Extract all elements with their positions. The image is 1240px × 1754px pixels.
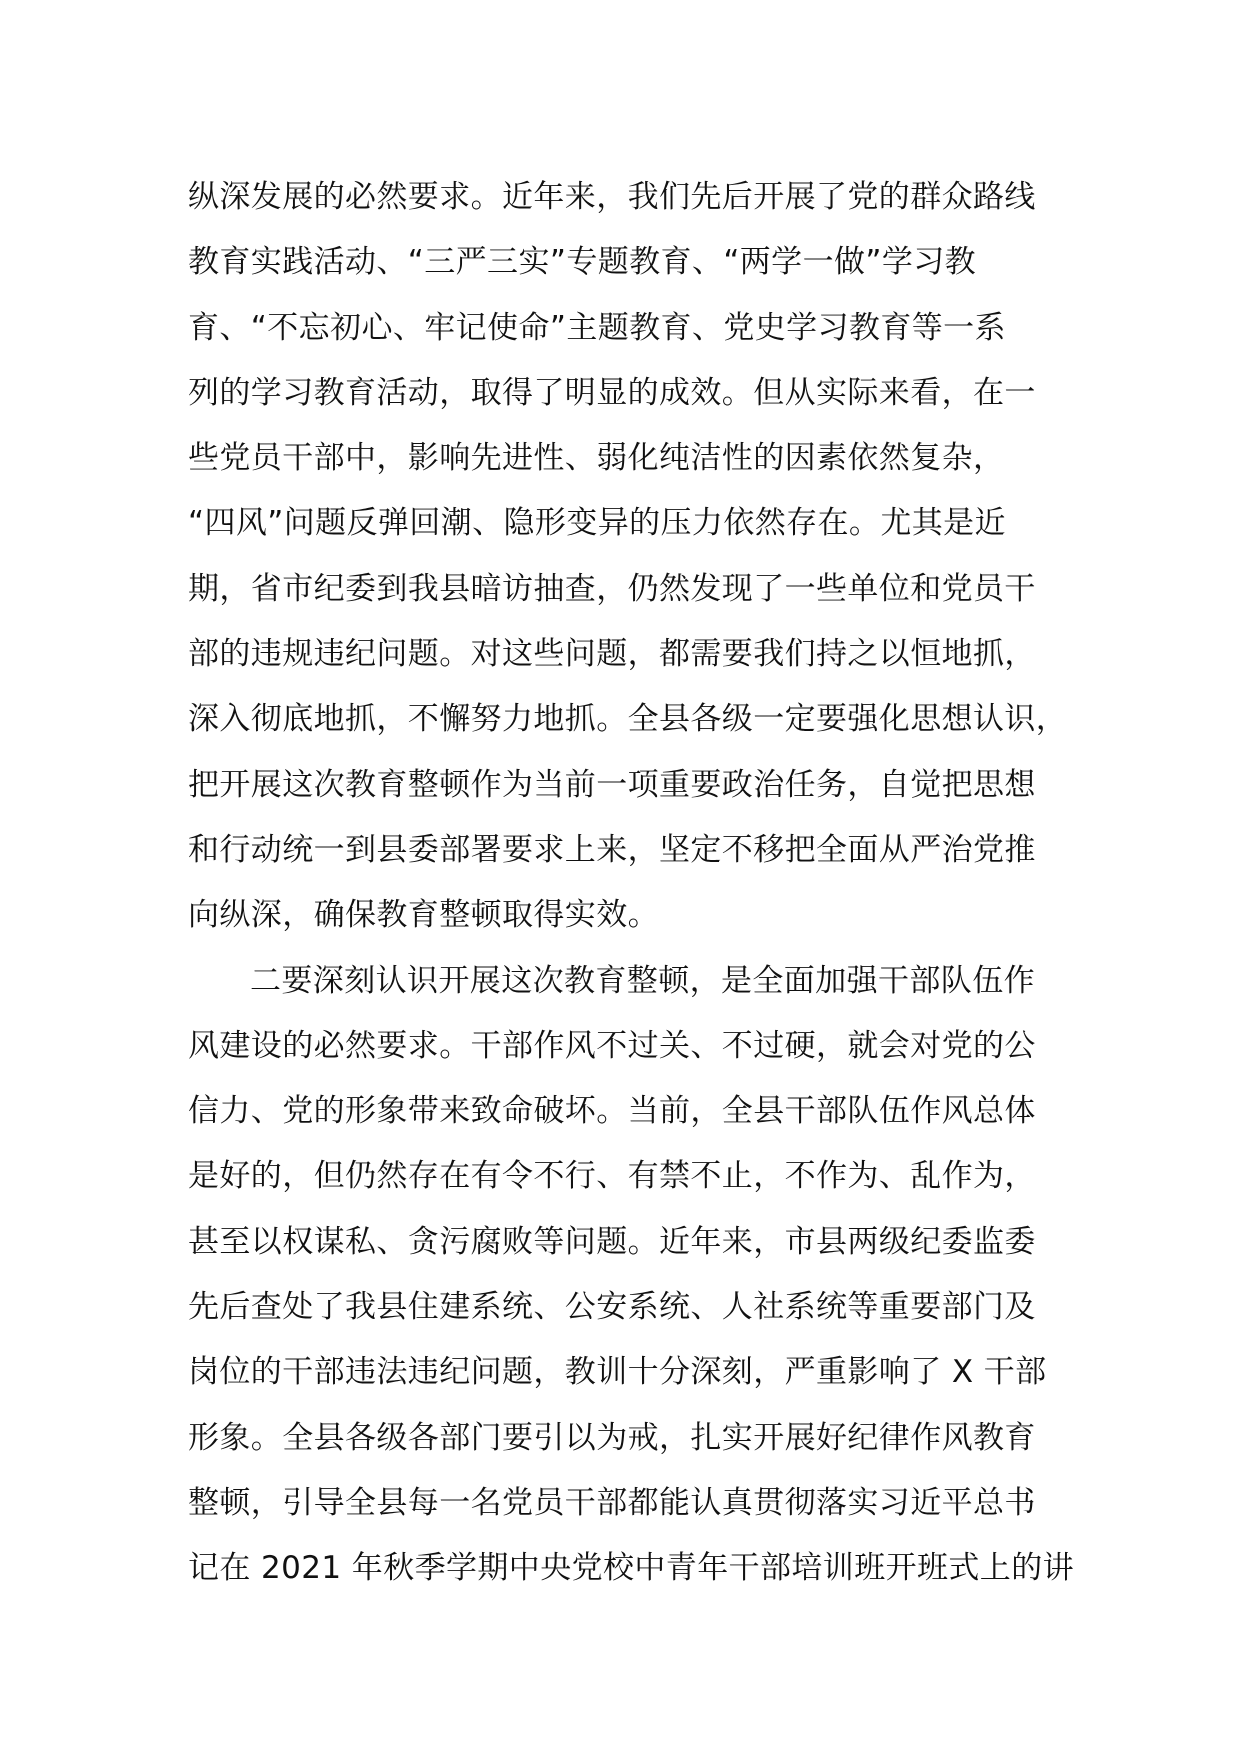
text-line: 期，省市纪委到我县暗访抽查，仍然发现了一些单位和党员干 bbox=[188, 570, 1036, 607]
text-line: 育、“不忘初心、牢记使命”主题教育、党史学习教育等一系 bbox=[188, 309, 1006, 346]
text-line: 些党员干部中，影响先进性、弱化纯洁性的因素依然复杂， bbox=[188, 440, 1005, 477]
text-line: 纵深发展的必然要求。近年来，我们先后开展了党的群众路线 bbox=[188, 179, 1036, 215]
text-line: 教育实践活动、“三严三实”专题教育、“两学一做”学习教 bbox=[188, 244, 977, 281]
text-line: “四风”问题反弹回潮、隐形变异的压力依然存在。尤其是近 bbox=[188, 505, 1006, 542]
text-line: 记在 2021 年秋季学期中央党校中青年干部培训班开班式上的讲 bbox=[188, 1550, 1074, 1587]
text-line: 整顿，引导全县每一名党员干部都能认真贯彻落实习近平总书 bbox=[188, 1484, 1036, 1521]
text-line: 列的学习教育活动，取得了明显的成效。但从实际来看，在一 bbox=[188, 374, 1036, 411]
text-line: 部的违规违纪问题。对这些问题，都需要我们持之以恒地抓， bbox=[188, 636, 1036, 673]
text-line: 向纵深，确保教育整顿取得实效。 bbox=[188, 897, 659, 934]
text-line: 先后查处了我县住建系统、公安系统、人社系统等重要部门及 bbox=[188, 1289, 1036, 1326]
text-line: 信力、党的形象带来致命破坏。当前，全县干部队伍作风总体 bbox=[188, 1093, 1036, 1130]
text-line: 形象。全县各级各部门要引以为戒，扎实开展好纪律作风教育 bbox=[188, 1419, 1036, 1456]
text-line: 把开展这次教育整顿作为当前一项重要政治任务，自觉把思想 bbox=[188, 766, 1036, 803]
text-line: 甚至以权谋私、贪污腐败等问题。近年来，市县两级纪委监委 bbox=[188, 1223, 1036, 1260]
text-line: 深入彻底地抓，不懈努力地抓。全县各级一定要强化思想认识， bbox=[188, 701, 1068, 738]
body-text bbox=[188, 165, 1074, 1602]
text-line: 和行动统一到县委部署要求上来，坚定不移把全面从严治党推 bbox=[188, 831, 1036, 868]
text-line: 岗位的干部违法违纪问题，教训十分深刻，严重影响了 X 干部 bbox=[188, 1354, 1047, 1391]
text-line: 风建设的必然要求。干部作风不过关、不过硬，就会对党的公 bbox=[188, 1027, 1036, 1064]
paragraph-first-line: 二要深刻认识开展这次教育整顿，是全面加强干部队伍作 bbox=[250, 962, 1035, 999]
text-line: 是好的，但仍然存在有令不行、有禁不止，不作为、乱作为， bbox=[188, 1158, 1036, 1195]
